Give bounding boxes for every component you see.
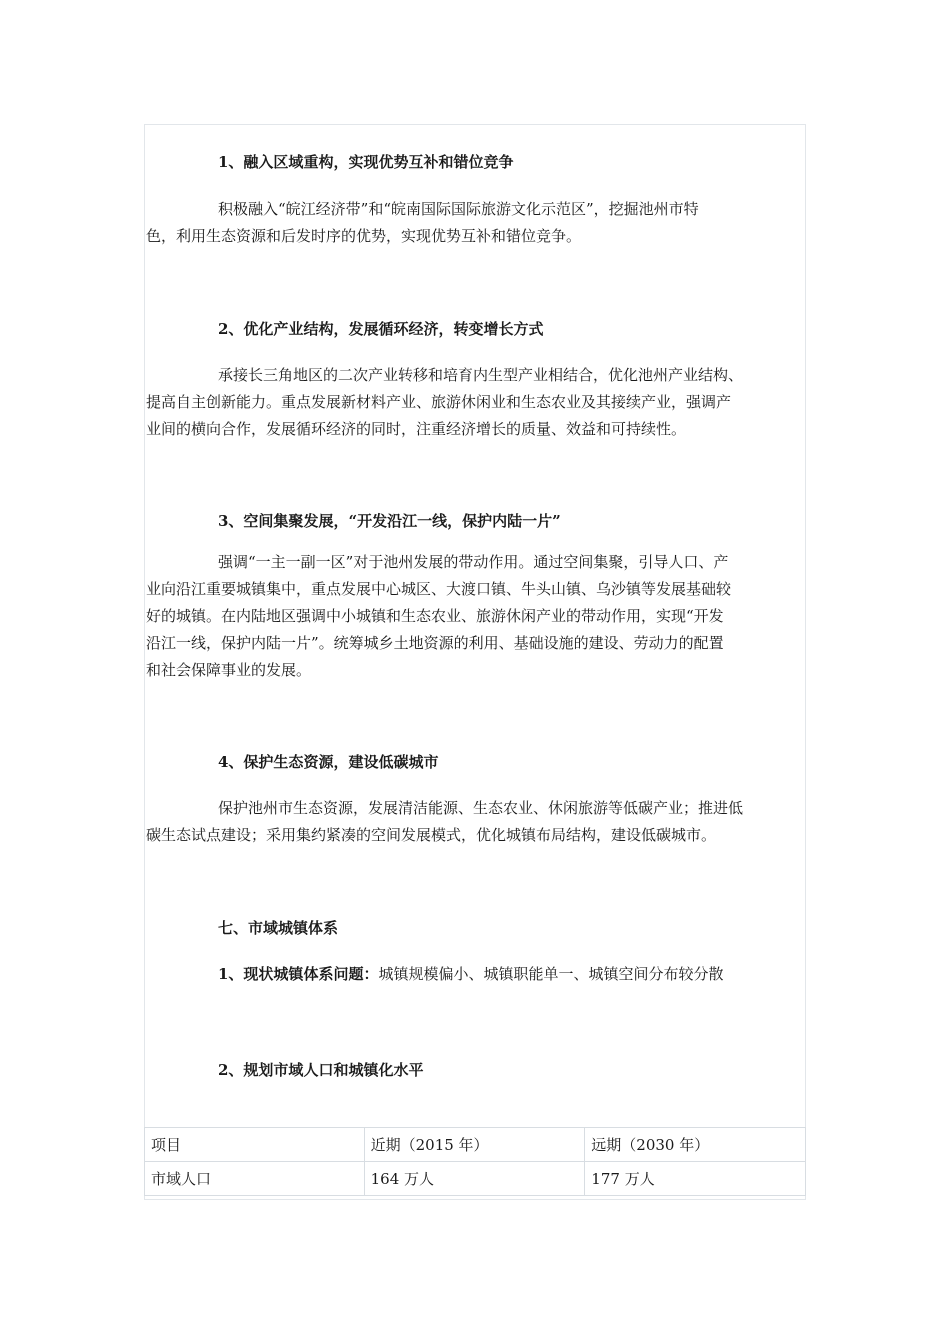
- section-2-paragraph: [146, 362, 806, 443]
- paragraph-line: 保护池州市生态资源，发展清洁能源、生态农业、休闲旅游等低碳产业；推进低: [218, 799, 744, 817]
- town-system-issues: [218, 963, 723, 984]
- table-header-cell: 远期（2030 年）: [585, 1128, 806, 1162]
- section-1-heading: 1、融入区域重构，实现优势互补和错位竞争: [218, 153, 514, 171]
- paragraph-line: 业间的横向合作，发展循环经济的同时，注重经济增长的质量、效益和可持续性。: [146, 420, 687, 438]
- paragraph-line: 沿江一线，保护内陆一片”。统筹城乡土地资源的利用、基础设施的建设、劳动力的配置: [146, 634, 724, 652]
- table-cell: 164 万人: [364, 1162, 585, 1196]
- section-3-heading: 3、空间集聚发展，“开发沿江一线，保护内陆一片”: [218, 512, 561, 530]
- section-2-heading: 2、优化产业结构，发展循环经济，转变增长方式: [218, 320, 544, 338]
- section-3-paragraph: [146, 549, 806, 684]
- population-heading: 2、规划市域人口和城镇化水平: [218, 1061, 424, 1079]
- paragraph-line: 好的城镇。在内陆地区强调中小城镇和生态农业、旅游休闲产业的带动作用，实现“开发: [146, 607, 724, 625]
- table-header-cell: 项目: [145, 1128, 365, 1162]
- paragraph-line: 碳生态试点建设；采用集约紧凑的空间发展模式，优化城镇布局结构，建设低碳城市。: [146, 826, 717, 844]
- section-4-paragraph: [146, 795, 806, 849]
- chapter-heading: 七、市域城镇体系: [218, 919, 339, 937]
- issues-label: 1、现状城镇体系问题：: [218, 965, 379, 983]
- table-row: [145, 1162, 806, 1196]
- table-header-cell: 近期（2015 年）: [364, 1128, 585, 1162]
- section-4-heading: 4、保护生态资源，建设低碳城市: [218, 753, 439, 771]
- table-cell: 市域人口: [145, 1162, 365, 1196]
- paragraph-line: 承接长三角地区的二次产业转移和培育内生型产业相结合，优化池州产业结构、: [218, 366, 744, 384]
- table-header-row: [145, 1128, 806, 1162]
- paragraph-line: 色，利用生态资源和后发时序的优势，实现优势互补和错位竞争。: [146, 227, 582, 245]
- paragraph-line: 和社会保障事业的发展。: [146, 661, 312, 679]
- population-table: [144, 1127, 806, 1196]
- section-1-paragraph: [146, 196, 806, 250]
- paragraph-line: 积极融入“皖江经济带”和“皖南国际国际旅游文化示范区”，挖掘池州市特: [218, 200, 699, 218]
- paragraph-line: 业向沿江重要城镇集中，重点发展中心城区、大渡口镇、牛头山镇、乌沙镇等发展基础较: [146, 580, 732, 598]
- table-cell: 177 万人: [585, 1162, 806, 1196]
- issues-text: 城镇规模偏小、城镇职能单一、城镇空间分布较分散: [378, 965, 724, 983]
- paragraph-line: 提高自主创新能力。重点发展新材料产业、旅游休闲业和生态农业及其接续产业，强调产: [146, 393, 732, 411]
- paragraph-line: 强调“一主一副一区”对于池州发展的带动作用。通过空间集聚，引导人口、产: [218, 553, 729, 571]
